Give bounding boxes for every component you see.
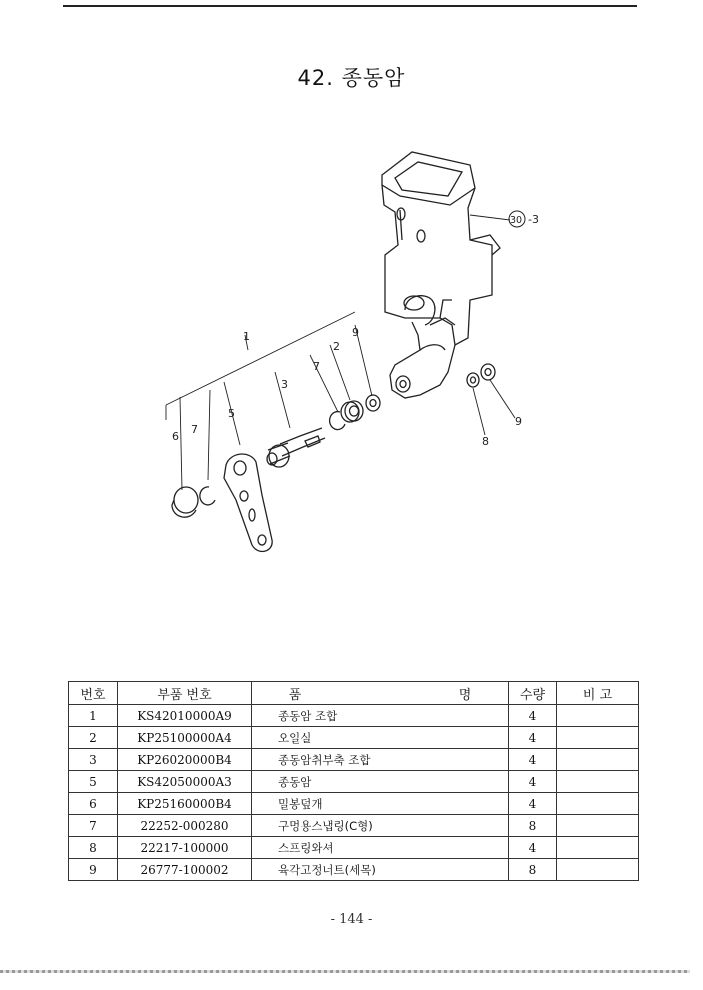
- row-no: 1: [69, 705, 118, 727]
- snap-ring-7-upper-drawing: [330, 412, 345, 430]
- row-note: [557, 727, 639, 749]
- header-note: 비 고: [557, 682, 639, 705]
- top-rule: [63, 5, 637, 7]
- row-note: [557, 749, 639, 771]
- row-no: 9: [69, 859, 118, 881]
- row-part-number: KS42010000A9: [118, 705, 252, 727]
- seal-cap-6-drawing: [172, 487, 198, 517]
- table-row: [69, 771, 639, 793]
- arm-5-drawing: [224, 454, 272, 551]
- page-number: - 144 -: [330, 912, 373, 927]
- row-note: [557, 771, 639, 793]
- row-part-number: 26777-100002: [118, 859, 252, 881]
- row-note: [557, 837, 639, 859]
- oil-seal-2-drawing: [341, 401, 363, 422]
- row-name: 육각고정너트(세목): [252, 859, 509, 881]
- callout-5: 5: [228, 407, 235, 420]
- callout-6: 6: [172, 430, 179, 443]
- row-qty: 4: [509, 771, 557, 793]
- row-no: 5: [69, 771, 118, 793]
- nut-9-right-drawing: [481, 364, 495, 380]
- row-qty: 4: [509, 837, 557, 859]
- header-name-1: 품: [288, 687, 302, 703]
- table-row: [69, 837, 639, 859]
- callout-2: 2: [333, 340, 340, 353]
- row-qty: 8: [509, 859, 557, 881]
- row-name: 오일실: [252, 727, 509, 749]
- page-title: 42. 종동암: [297, 66, 406, 90]
- bottom-rule: [0, 970, 690, 973]
- row-qty: 4: [509, 749, 557, 771]
- row-note: [557, 793, 639, 815]
- row-qty: 8: [509, 815, 557, 837]
- row-name: 구멍용스냅링(C형): [252, 815, 509, 837]
- callout-7-lower: 7: [191, 423, 198, 436]
- parts-table: [68, 681, 639, 881]
- callout-7-upper: 7: [313, 360, 320, 373]
- row-name: 스프링와셔: [252, 837, 509, 859]
- header-name: [252, 682, 509, 705]
- callout-3: 3: [281, 378, 288, 391]
- row-part-number: KP26020000B4: [118, 749, 252, 771]
- row-part-number: KP25160000B4: [118, 793, 252, 815]
- row-part-number: 22252-000280: [118, 815, 252, 837]
- callout-9-right: 9: [515, 415, 522, 428]
- callout-8: 8: [482, 435, 489, 448]
- row-qty: 4: [509, 793, 557, 815]
- row-note: [557, 705, 639, 727]
- nut-9-drawing: [366, 395, 380, 411]
- header-qty: 수량: [509, 682, 557, 705]
- callout-30: 30: [510, 215, 523, 226]
- housing-drawing: [382, 152, 500, 398]
- shaft-3-drawing: [267, 428, 325, 467]
- row-part-number: KP25100000A4: [118, 727, 252, 749]
- row-qty: 4: [509, 705, 557, 727]
- row-part-number: KS42050000A3: [118, 771, 252, 793]
- header-no: 번호: [69, 682, 118, 705]
- row-no: 3: [69, 749, 118, 771]
- exploded-parts-diagram: [150, 150, 570, 570]
- row-qty: 4: [509, 727, 557, 749]
- table-row: [69, 727, 639, 749]
- snap-ring-7-lower-drawing: [200, 487, 215, 505]
- table-row: [69, 749, 639, 771]
- row-name: 종동암 조합: [252, 705, 509, 727]
- callout-1: 1: [243, 330, 250, 343]
- header-part-number: 부품 번호: [118, 682, 252, 705]
- table-row: [69, 859, 639, 881]
- row-name: 밀봉덮개: [252, 793, 509, 815]
- spring-washer-8-drawing: [467, 373, 479, 387]
- callout-9-upper: 9: [352, 326, 359, 339]
- table-header-row: [69, 682, 639, 705]
- table-row: [69, 793, 639, 815]
- callout-30-suffix: -3: [528, 213, 539, 226]
- table-row: [69, 705, 639, 727]
- row-note: [557, 815, 639, 837]
- row-no: 6: [69, 793, 118, 815]
- row-part-number: 22217-100000: [118, 837, 252, 859]
- row-no: 2: [69, 727, 118, 749]
- row-no: 7: [69, 815, 118, 837]
- row-name: 종동암: [252, 771, 509, 793]
- row-name: 종동암취부축 조합: [252, 749, 509, 771]
- header-name-2: 명: [458, 687, 472, 703]
- table-row: [69, 815, 639, 837]
- row-no: 8: [69, 837, 118, 859]
- row-note: [557, 859, 639, 881]
